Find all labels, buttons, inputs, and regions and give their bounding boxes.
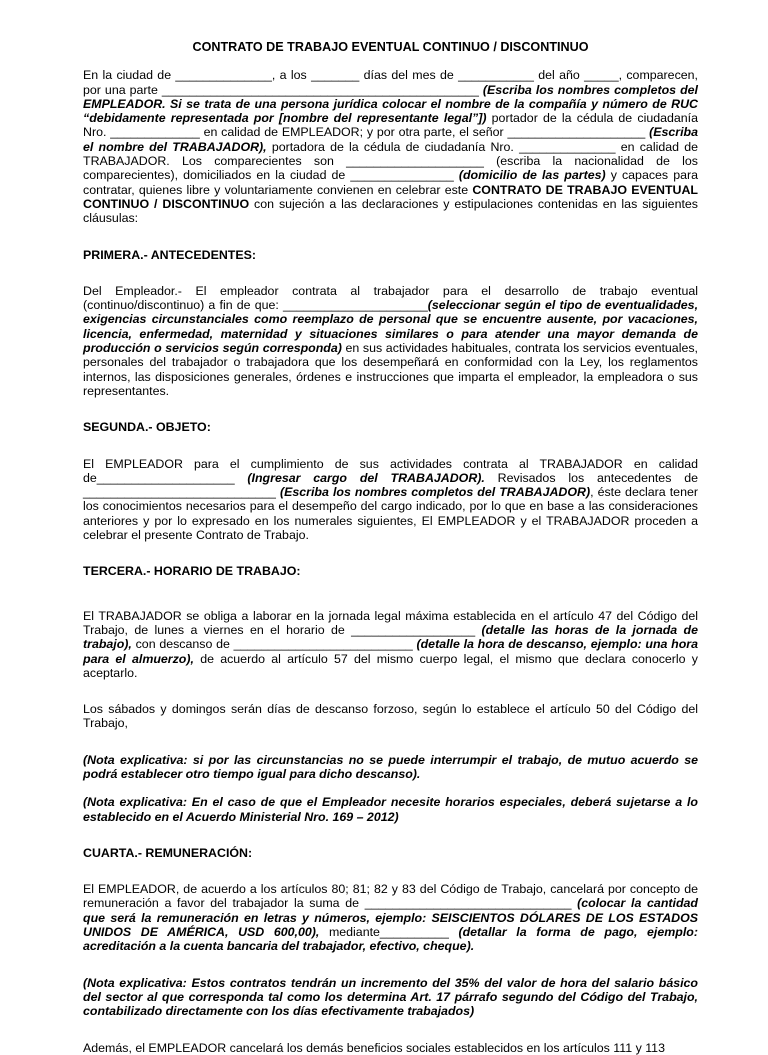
segunda-text-2: Revisados los antecedentes de ____________________________ <box>83 470 698 500</box>
tercera-instruction-2: (detalle la hora de descanso, ejemplo: una hora para el almuerzo), <box>83 637 698 666</box>
intro-paragraph <box>83 68 698 225</box>
intro-text-4: y capaces para contratar, quienes libre y voluntariamente convienen en celebrar este <box>83 168 698 197</box>
cuarta-instruction-2: (detallar la forma de pago, ejemplo: acreditación a la cuenta bancaria del trabajador, efectivo, cheque). <box>83 925 698 954</box>
section-heading-segunda: SEGUNDA.- OBJETO: <box>83 420 211 435</box>
contract-name-bold: CONTRATO DE TRABAJO EVENTUAL CONTINUO / DISCONTINUO <box>83 182 698 211</box>
tercera-text-2: con descanso de __________________________ <box>131 637 417 652</box>
segunda-text-3: , éste declara tener los conocimientos necesarios para el desempeño del cargo indicado, por lo que en base a las consideraciones anteriores y por lo expresado en los numerales siguientes, El EMPLEADOR y el TRABAJADOR proceden a celebrar el presente Contrato de Trabajo. <box>83 485 698 543</box>
cuarta-text-2: mediante__________ <box>319 925 459 940</box>
section-heading-primera: PRIMERA.- ANTECEDENTES: <box>83 247 257 262</box>
tercera-instruction-1: (detalle las horas de la jornada de trabajo), <box>83 622 698 652</box>
tercera-note-2: (Nota explicativa: En el caso de que el Empleador necesite horarios especiales, deberá sujetarse a lo establecido en el Acuerdo Ministerial Nro. 169 – 2012) <box>83 795 698 824</box>
page-title: CONTRATO DE TRABAJO EVENTUAL CONTINUO / DISCONTINUO <box>192 40 589 54</box>
intro-text-1: En la ciudad de ______________, a los _______ días del mes de ___________ del año _____, comparecen, por una parte ______________________________________________ <box>83 68 698 97</box>
tercera-text-3: de acuerdo al artículo 57 del mismo cuerpo legal, el mismo que declara conocerlo y aceptarlo. <box>83 651 699 680</box>
segunda-text-1: El EMPLEADOR para el cumplimiento de sus actividades contrata al TRABAJADOR en calidad de____________________ <box>83 456 698 485</box>
tercera-paragraph <box>83 609 698 680</box>
cuarta-paragraph-3: Además, el EMPLEADOR cancelará los demás beneficios sociales establecidos en los artículos 111 y 113 <box>83 1040 665 1055</box>
segunda-instruction-2: (Escriba los nombres completos del TRABAJADOR) <box>280 485 591 500</box>
section-heading-cuarta: CUARTA.- REMUNERACIÓN: <box>83 845 253 860</box>
cuarta-text-1: El EMPLEADOR, de acuerdo a los artículos 80; 81; 82 y 83 del Código de Trabajo, cancelará por concepto de remuneración a favor del trabajador la suma de ______________________________ <box>83 882 698 911</box>
tercera-paragraph-2: Los sábados y domingos serán días de descanso forzoso, según lo establece el artículo 50 del Código del Trabajo, <box>83 702 698 731</box>
intro-instruction-1: (Escriba los nombres completos del EMPLEADOR. Si se trata de una persona jurídica colocar el nombre de la compañía y número de RUC “debidamente representada por [nombre del representante legal”]) <box>83 82 698 126</box>
segunda-paragraph <box>83 457 698 543</box>
primera-instruction-1: (seleccionar según el tipo de eventualidades, exigencias circunstanciales como reemplazo de personal que se encuentre ausente, por vacaciones, licencia, enfermedad, maternidad y situaciones similares o para atender una mayor demanda de producción o servicios según corresponda) <box>83 298 699 356</box>
primera-text-1: Del Empleador.- El empleador contrata al trabajador para el desarrollo de trabajo eventual (continuo/discontinuo) a fin de que: _____________________ <box>83 283 698 313</box>
intro-text-5: con sujeción a las declaraciones y estipulaciones contenidas en las siguientes cláusulas: <box>83 196 698 226</box>
cuarta-note: (Nota explicativa: Estos contratos tendrán un incremento del 35% del valor de hora del salario básico del sector al que corresponda tal como los determina Art. 17 párrafo segundo del Código del Trabajo, contabilizado directamente con los días efectivamente trabajados) <box>83 975 698 1019</box>
primera-paragraph <box>83 284 698 398</box>
intro-text-2: portador de la cédula de ciudadanía Nro. _____________ en calidad de EMPLEADOR; y por otra parte, el señor ____________________ <box>83 111 698 140</box>
tercera-text-1: El TRABAJADOR se obliga a laborar en la jornada legal máxima establecida en el artículo 47 del Código del Trabajo, de lunes a viernes en el horario de __________________ <box>83 608 698 637</box>
intro-instruction-3: (domicilio de las partes) <box>458 168 606 183</box>
segunda-instruction-1: (Ingresar cargo del TRABAJADOR). <box>247 470 485 485</box>
primera-text-2: en sus actividades habituales, contrata los servicios eventuales, personales del trabajador o trabajadora que los desempeñará en conformidad con la Ley, los reglamentos internos, las disposiciones generales, órdenes e instrucciones que imparta el empleador, la empleadora o sus representantes. <box>83 341 698 398</box>
intro-text-3: portadora de la cédula de ciudadanía Nro. ______________ en calidad de TRABAJADOR. Los comparecientes son ____________________ (escriba la nacionalidad de los comparecientes), domiciliados en la ciudad de _______________ <box>83 139 698 183</box>
section-heading-tercera: TERCERA.- HORARIO DE TRABAJO: <box>83 564 301 579</box>
cuarta-instruction-1: (colocar la cantidad que será la remuneración en letras y números, ejemplo: SEISCIENTOS DÓLARES DE LOS ESTADOS UNIDOS DE AMÉRICA, USD 600,00), <box>83 896 698 940</box>
cuarta-paragraph <box>83 882 698 953</box>
tercera-note-1: (Nota explicativa: si por las circunstancias no se puede interrumpir el trabajo, de mutuo acuerdo se podrá establecer otro tiempo igual para dicho descanso). <box>83 752 698 781</box>
intro-instruction-2: (Escriba el nombre del TRABAJADOR), <box>83 125 698 154</box>
